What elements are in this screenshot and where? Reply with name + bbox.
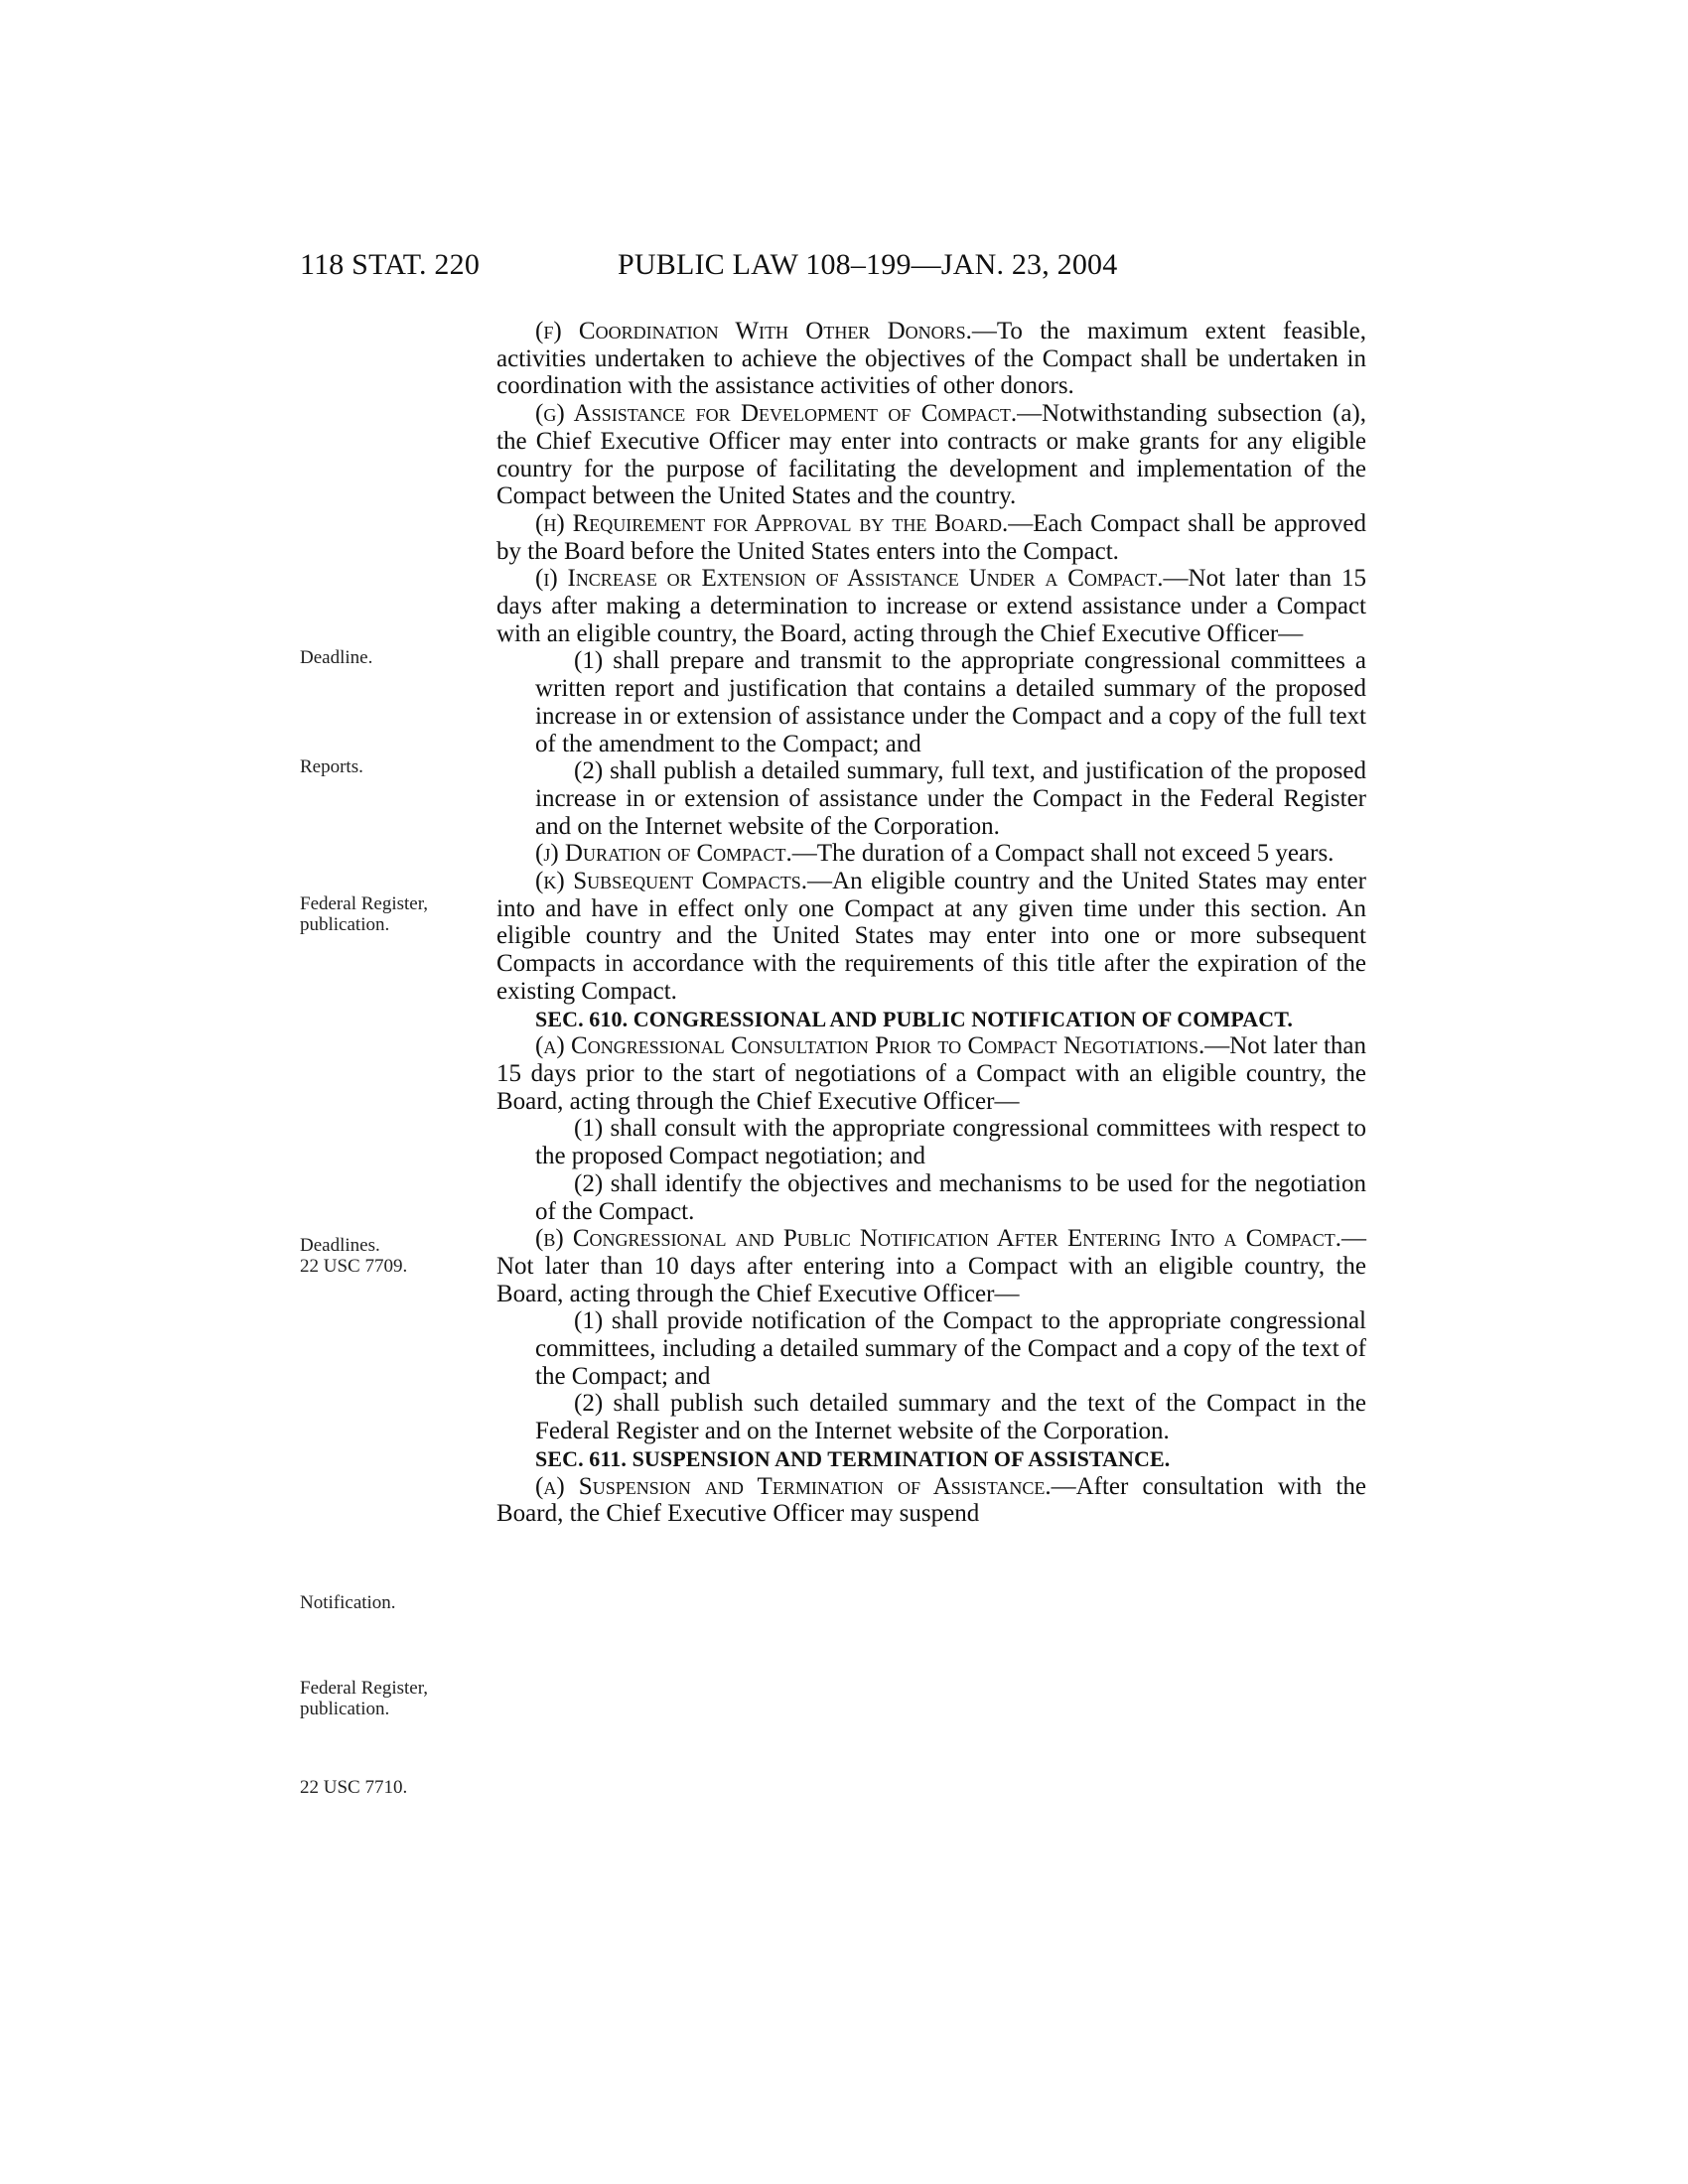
margin-note-deadline: Deadline.: [300, 647, 373, 668]
paragraph-g: [496, 400, 1366, 510]
paragraph-text: —Not later than 10 days after entering into a Compact with an eligible country, the Board, acting through the Chief Executive Officer—: [496, 1225, 1366, 1307]
subsection-heading: (a) Congressional Consultation Prior to Compact Negotiations.: [535, 1032, 1205, 1060]
paragraph-text: —After consultation with the Board, the Chief Executive Officer may suspend: [496, 1472, 1366, 1528]
paragraph-611-a: [496, 1473, 1366, 1528]
paragraph-k: [496, 868, 1366, 1006]
paragraph-text: —Not later than 15 days after making a determination to increase or extend assistance under a Compact with an eligible country, the Board, acting through the Chief Executive Officer—: [496, 565, 1367, 647]
paragraph-text: —Each Compact shall be approved by the Board before the United States enters into the Compact.: [496, 509, 1366, 565]
margin-note-line: Federal Register,: [300, 1678, 429, 1699]
margin-note-line: Deadlines.: [300, 1235, 380, 1256]
paragraph-text: —An eligible country and the United States may enter into and have in effect only one Compact at any given time under this section. An eligible country and the United States may enter into one or more subsequent Compacts in accordance with the requirements of this title after the expiration of the existing Compact.: [496, 868, 1366, 1005]
subsection-heading: (i) Increase or Extension of Assistance Under a Compact.: [535, 565, 1164, 593]
margin-note-notification: Notification.: [300, 1592, 396, 1613]
paragraph-text: —To the maximum extent feasible, activities undertaken to achieve the objectives of the Compact shall be undertaken in coordination with the assistance activities of other donors.: [496, 318, 1366, 400]
paragraph-text: —The duration of a Compact shall not exceed 5 years.: [791, 840, 1335, 868]
subsection-heading: (a) Suspension and Termination of Assistance.: [535, 1472, 1052, 1500]
margin-note-line: publication.: [300, 1699, 390, 1719]
paragraph-610-a-1: (1) shall consult with the appropriate congressional committees with respect to the proposed Compact negotiation; and: [535, 1115, 1366, 1170]
paragraph-j: [496, 840, 1366, 868]
paragraph-610-a: [496, 1032, 1366, 1115]
paragraph-f: [496, 318, 1366, 400]
subsection-heading: (j) Duration of Compact.: [535, 840, 792, 868]
margin-note-federal-register: [300, 893, 479, 935]
margin-note-line: publication.: [300, 914, 390, 935]
page-reference: 118 STAT. 220: [300, 248, 481, 281]
margin-note-federal-register: [300, 1678, 479, 1719]
margin-note-deadlines: [300, 1235, 479, 1277]
section-610-heading: SEC. 610. CONGRESSIONAL AND PUBLIC NOTIFICATION OF COMPACT.: [535, 1006, 1293, 1031]
paragraph-610-b-2: (2) shall publish such detailed summary and the text of the Compact in the Federal Register and on the Internet website of the Corporation.: [535, 1390, 1366, 1445]
subsection-heading: (g) Assistance for Development of Compact.: [535, 400, 1018, 428]
paragraph-610-b: [496, 1225, 1366, 1307]
margin-note-line: 22 USC 7709.: [300, 1256, 408, 1277]
main-text-column: [496, 318, 1366, 1528]
paragraph-text: —Notwithstanding subsection (a), the Chief Executive Officer may enter into contracts or make grants for any eligible country for the purpose of facilitating the development and implementation of the Compact between the United States and the country.: [496, 400, 1367, 510]
subsection-heading: (f) Coordination With Other Donors.: [535, 318, 972, 344]
subsection-heading: (b) Congressional and Public Notification After Entering Into a Compact.: [535, 1225, 1341, 1253]
margin-note-line: Federal Register,: [300, 893, 429, 914]
paragraph-i-2: (2) shall publish a detailed summary, full text, and justification of the proposed increase in or extension of assistance under the Compact in the Federal Register and on the Internet website of the Corporation.: [535, 757, 1366, 840]
section-611-heading: SEC. 611. SUSPENSION AND TERMINATION OF ASSISTANCE.: [535, 1445, 1171, 1471]
paragraph-610-b-1: (1) shall provide notification of the Compact to the appropriate congressional committees, including a detailed summary of the Compact and a copy of the text of the Compact; and: [535, 1307, 1366, 1390]
paragraph-i-1: (1) shall prepare and transmit to the appropriate congressional committees a written report and justification that contains a detailed summary of the proposed increase in or extension of assistance under the Compact and a copy of the full text of the amendment to the Compact; and: [535, 647, 1366, 757]
running-header-title: PUBLIC LAW 108–199—JAN. 23, 2004: [618, 248, 1118, 281]
margin-note-usc: 22 USC 7710.: [300, 1777, 408, 1798]
paragraph-h: [496, 510, 1366, 565]
subsection-heading: (k) Subsequent Compacts.: [535, 868, 808, 895]
paragraph-text: —Not later than 15 days prior to the start of negotiations of a Compact with an eligible country, the Board, acting through the Chief Executive Officer—: [496, 1032, 1366, 1115]
paragraph-i: [496, 565, 1366, 647]
subsection-heading: (h) Requirement for Approval by the Board.: [535, 509, 1009, 537]
margin-note-reports: Reports.: [300, 756, 363, 777]
paragraph-610-a-2: (2) shall identify the objectives and mechanisms to be used for the negotiation of the Compact.: [535, 1169, 1366, 1225]
